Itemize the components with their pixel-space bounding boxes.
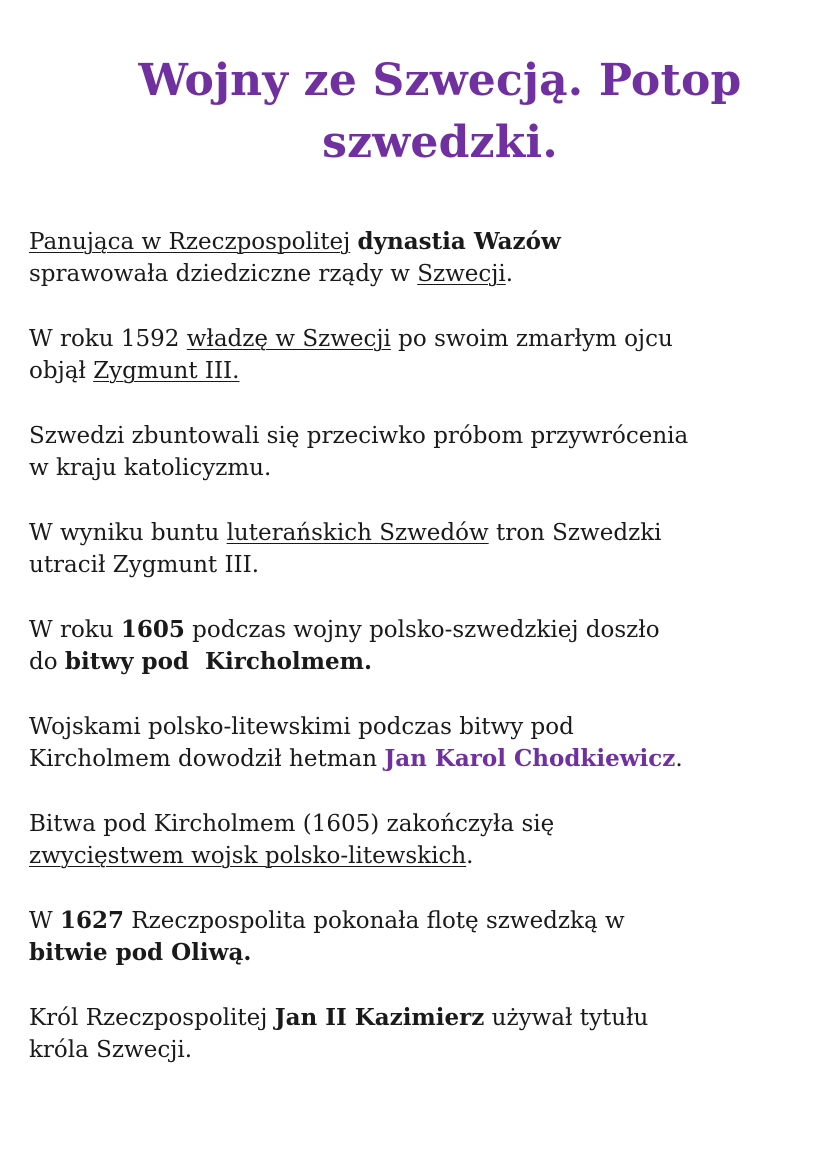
text-span: Rzeczpospolita pokonała flotę szwedzką w bbox=[123, 908, 625, 934]
text-span: do bbox=[29, 649, 65, 675]
underlined-text: Szwecji bbox=[417, 261, 506, 287]
text-line: Bitwa pod Kircholmem (1605) zakończyła się bbox=[29, 811, 555, 837]
underlined-text: władzę w Szwecji bbox=[186, 326, 391, 352]
text-line: w kraju katolicyzmu. bbox=[29, 455, 272, 481]
text-line bbox=[29, 840, 809, 872]
text-line bbox=[29, 323, 809, 355]
highlighted-name: Jan Karol Chodkiewicz bbox=[384, 745, 676, 772]
bold-text: dynastia Wazów bbox=[357, 228, 561, 255]
text-span: używał tytułu bbox=[484, 1005, 649, 1031]
bold-text: Jan II Kazimierz bbox=[274, 1004, 485, 1031]
text-span: Kircholmem dowodził hetman bbox=[29, 746, 385, 772]
title-line-1: Wojny ze Szwecją. Potop bbox=[138, 55, 742, 106]
document-body bbox=[29, 226, 809, 1099]
text-span: po swoim zmarłym ojcu bbox=[390, 326, 673, 352]
text-line bbox=[29, 905, 809, 937]
paragraph-dynasty bbox=[29, 226, 809, 290]
text-span bbox=[350, 229, 357, 255]
text-span: W wyniku buntu bbox=[29, 520, 227, 546]
text-line bbox=[29, 517, 809, 549]
bold-text: bitwy pod Kircholmem. bbox=[64, 648, 372, 675]
paragraph-chodkiewicz bbox=[29, 711, 809, 775]
paragraph-1605 bbox=[29, 614, 809, 678]
text-span: . bbox=[505, 261, 514, 287]
underlined-text: luterańskich Szwedów bbox=[226, 520, 489, 546]
text-span: . bbox=[466, 843, 474, 869]
text-span: objął bbox=[29, 358, 94, 384]
text-line bbox=[29, 646, 809, 678]
text-line: Wojskami polsko-litewskimi podczas bitwy pod bbox=[29, 714, 574, 740]
paragraph-1592 bbox=[29, 323, 809, 387]
paragraph-rebellion bbox=[29, 420, 809, 484]
text-span: . bbox=[675, 746, 683, 772]
text-line: Szwedzi zbuntowali się przeciwko próbom przywrócenia bbox=[29, 423, 689, 449]
paragraph-throne-lost bbox=[29, 517, 809, 581]
text-span: W roku bbox=[29, 617, 121, 643]
text-line bbox=[29, 226, 809, 258]
text-line bbox=[29, 743, 809, 775]
paragraph-jan-kazimierz bbox=[29, 1002, 809, 1066]
text-line bbox=[29, 355, 809, 387]
text-line: bitwie pod Oliwą. bbox=[29, 939, 252, 966]
text-line: utracił Zygmunt III. bbox=[29, 552, 260, 578]
underlined-text: Panująca w Rzeczpospolitej bbox=[29, 229, 351, 255]
underlined-text: Zygmunt III. bbox=[93, 358, 240, 384]
text-span: W roku 1592 bbox=[29, 326, 187, 352]
text-span: W bbox=[29, 908, 60, 934]
text-span: sprawowała dziedziczne rządy w bbox=[29, 261, 418, 287]
paragraph-victory bbox=[29, 808, 809, 872]
text-span: tron Szwedzki bbox=[488, 520, 662, 546]
paragraph-1627 bbox=[29, 905, 809, 969]
page-title bbox=[60, 50, 820, 174]
text-line bbox=[29, 258, 809, 290]
text-span: podczas wojny polsko-szwedzkiej doszło bbox=[184, 617, 660, 643]
text-span: Król Rzeczpospolitej bbox=[29, 1005, 275, 1031]
title-line-2: szwedzki. bbox=[322, 117, 558, 168]
bold-text: 1627 bbox=[59, 907, 124, 934]
text-line: króla Szwecji. bbox=[29, 1037, 193, 1063]
text-line bbox=[29, 614, 809, 646]
text-line bbox=[29, 1002, 809, 1034]
bold-text: 1605 bbox=[120, 616, 185, 643]
underlined-text: zwycięstwem wojsk polsko-litewskich bbox=[29, 843, 467, 869]
